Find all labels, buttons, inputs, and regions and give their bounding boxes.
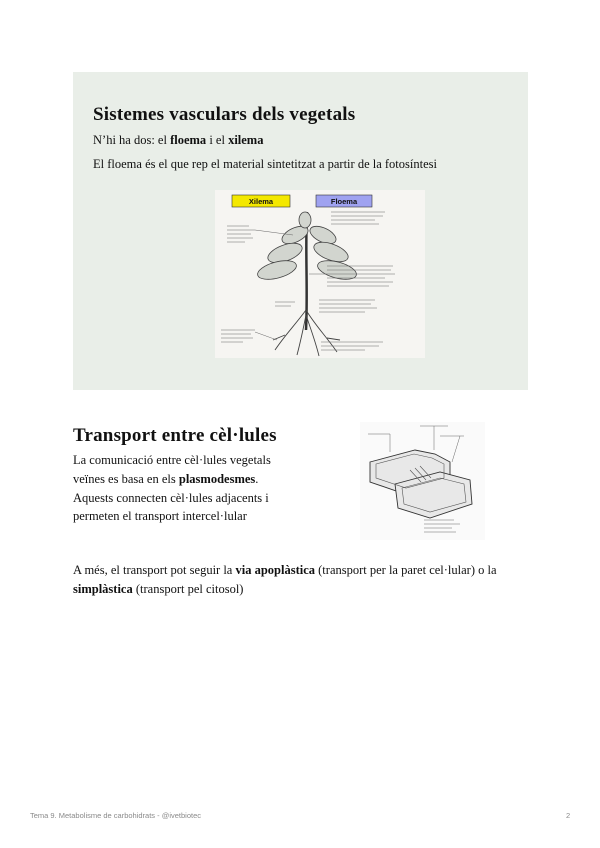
footer-text: Tema 9. Metabolisme de carbohidrats - @ivetbiotec: [30, 811, 202, 820]
page-number: 2: [566, 811, 571, 820]
transport-paragraph-line-4: permeten el transport intercel·lular: [73, 509, 247, 523]
section-title-vascular: Sistemes vasculars dels vegetals: [93, 104, 356, 125]
xilema-label: Xilema: [248, 197, 274, 206]
section-title-transport: Transport entre cèl·lules: [73, 425, 277, 446]
transport-paragraph-line-2: veïnes es basa en els plasmodesmes.: [73, 472, 259, 486]
plant-vascular-figure: [215, 190, 425, 358]
transport-paragraph-line-5: A més, el transport pot seguir la via apoplàstica (transport per la paret cel·lular) o la: [73, 563, 497, 577]
transport-paragraph-line-3: Aquests connecten cèl·lules adjacents i: [73, 491, 269, 505]
plasmodesmata-figure: [360, 422, 485, 540]
vascular-intro-line: N’hi ha dos: el floema i el xilema: [93, 133, 264, 147]
floema-description: El floema és el que rep el material sintetitzat a partir de la fotosíntesi: [93, 157, 437, 171]
floema-label: Floema: [330, 197, 358, 206]
transport-paragraph-line-1: La comunicació entre cèl·lules vegetals: [73, 453, 271, 467]
transport-paragraph-line-6: simplàstica (transport pel citosol): [73, 582, 244, 596]
